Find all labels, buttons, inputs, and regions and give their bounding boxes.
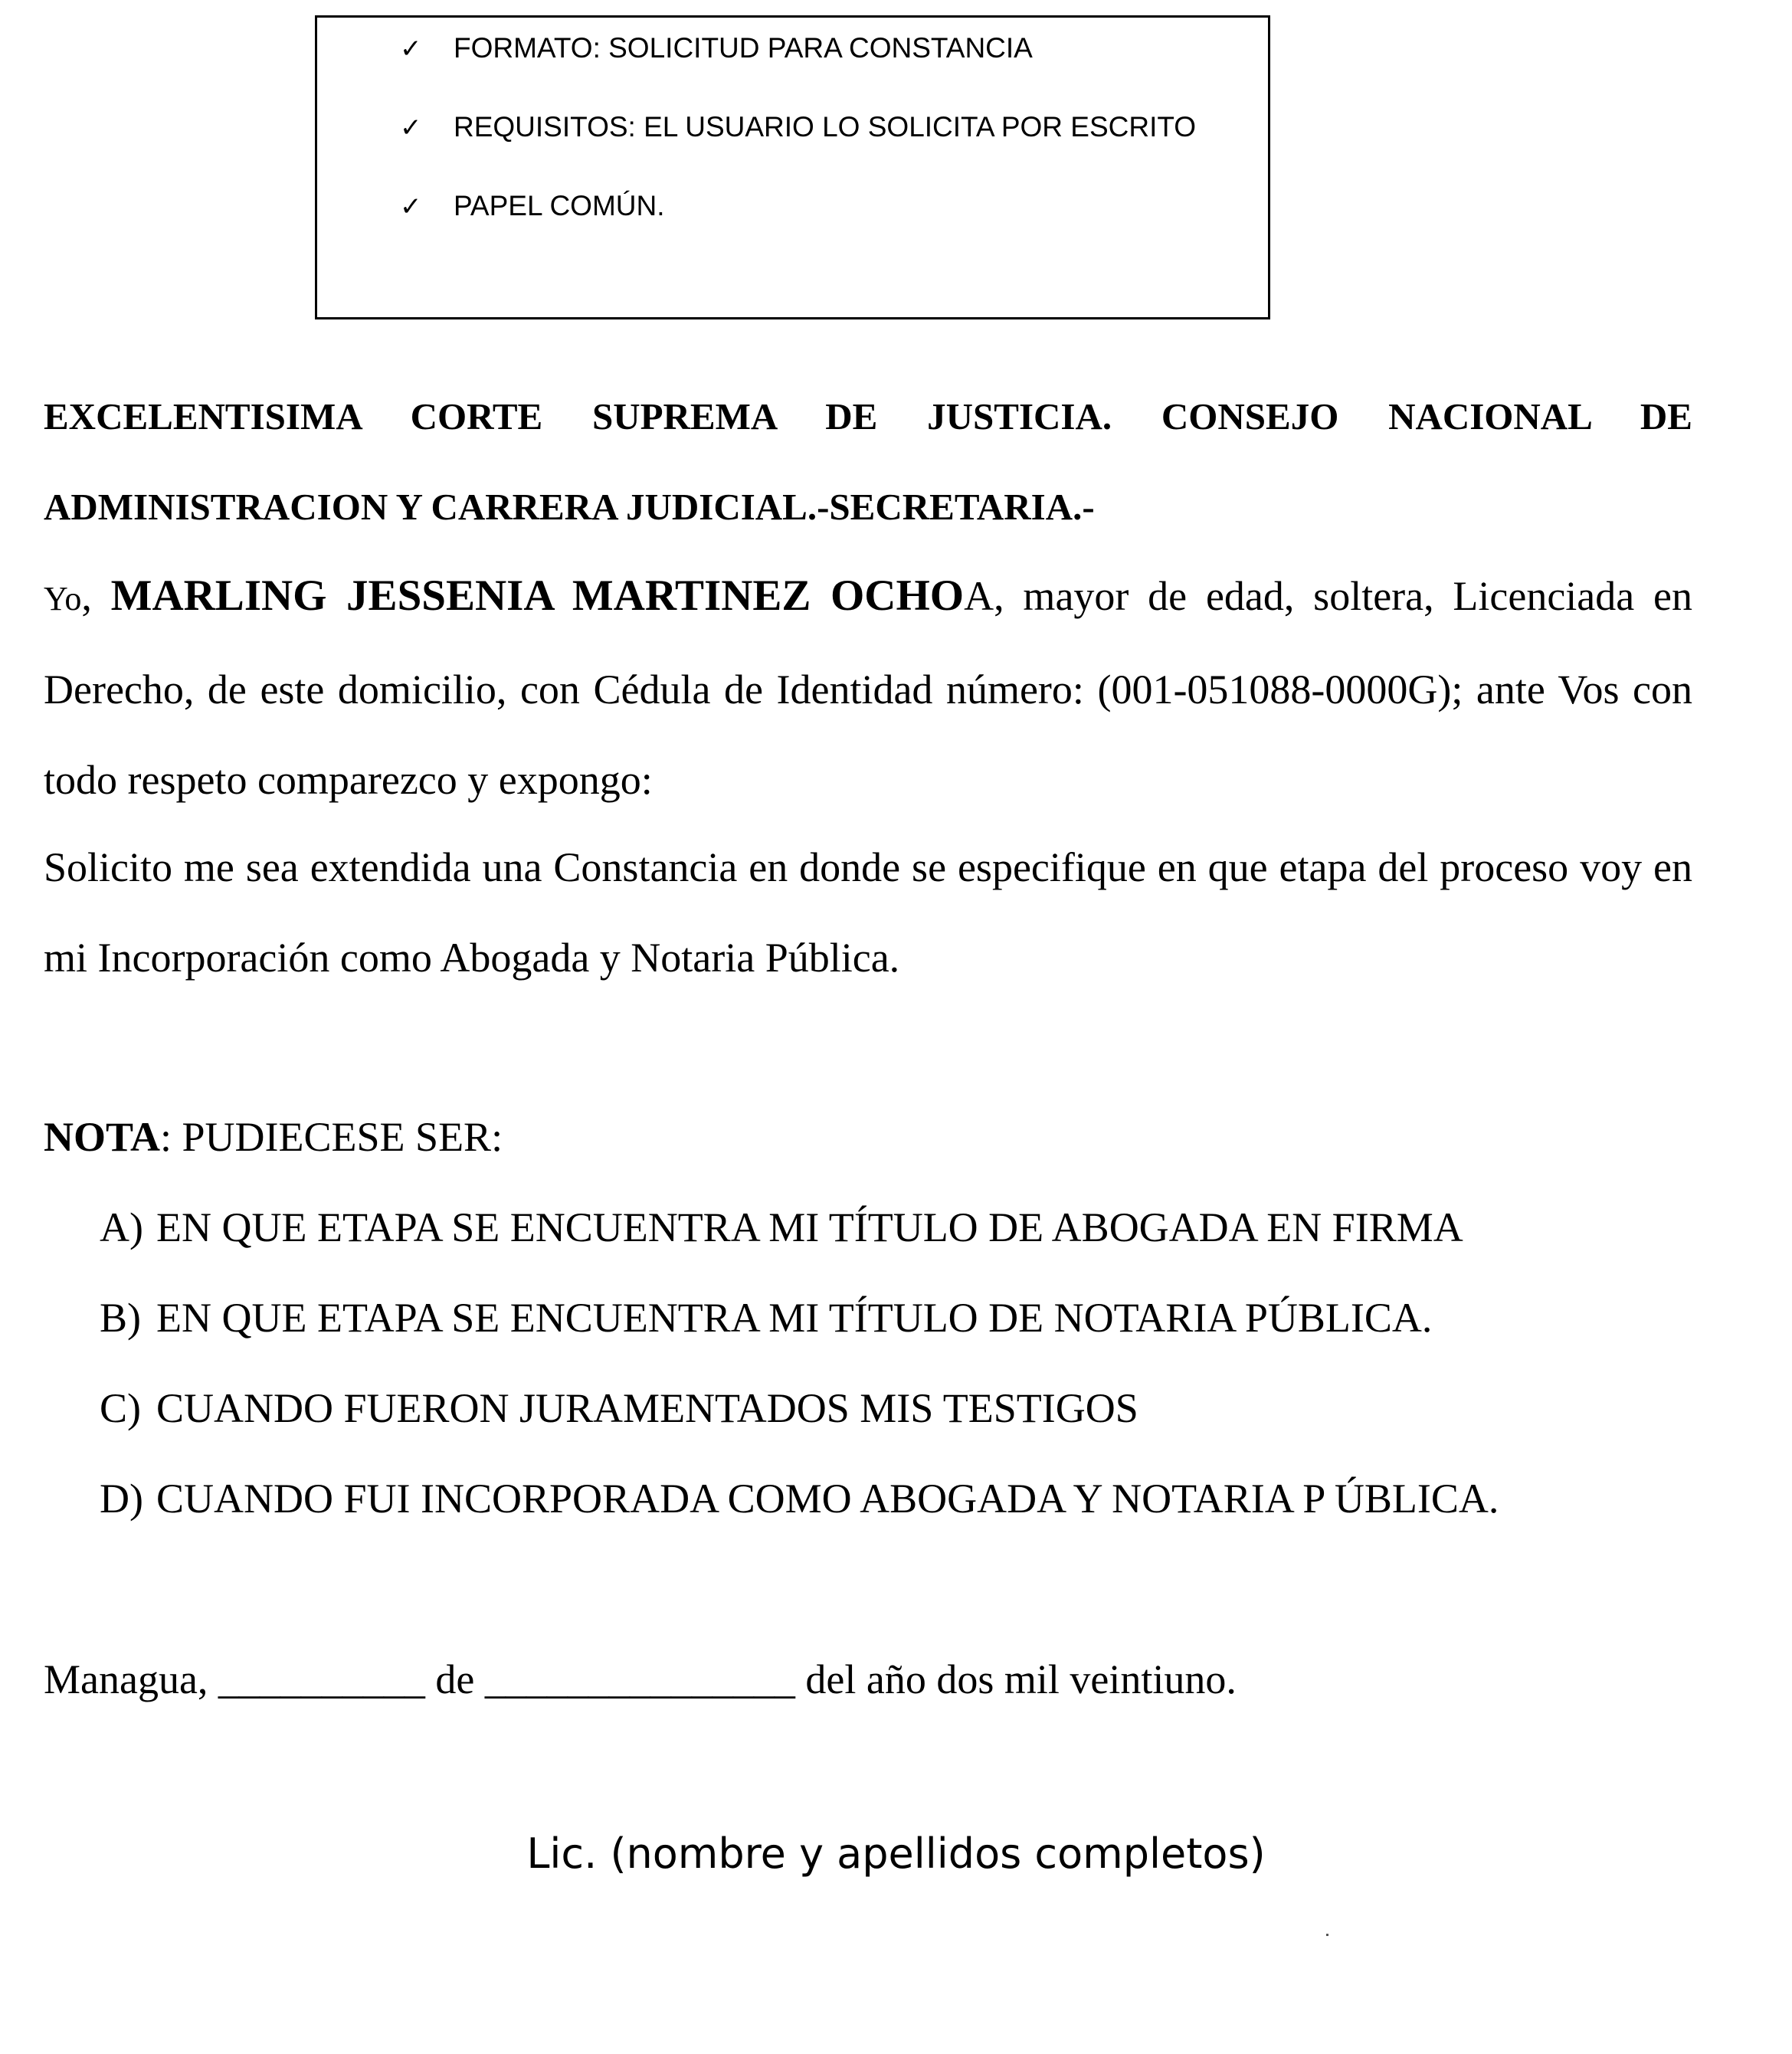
list-item-letter: A)	[100, 1204, 143, 1250]
intro-rest: , mayor de edad, soltera, Licenciada en Derecho, de este domicilio, con Cédula de Identidad número: (001-051088-0000G); ante Vos con todo respeto comparezco y expongo:	[44, 573, 1693, 803]
requirement-text: FORMATO: SOLICITUD PARA CONSTANCIA	[454, 32, 1033, 64]
checkmark-icon: ✓	[400, 113, 422, 143]
requirement-text: REQUISITOS: EL USUARIO LO SOLICITA POR ESCRITO	[454, 111, 1197, 143]
signature-line: Lic. (nombre y apellidos completos)	[526, 1830, 1266, 1878]
note-text: : PUDIECESE SER:	[160, 1114, 503, 1160]
date-line: Managua, __________ de _______________ del año dos mil veintiuno.	[44, 1656, 1237, 1702]
requirement-text: PAPEL COMÚN.	[454, 190, 665, 221]
document-heading: EXCELENTISIMA CORTE SUPREMA DE JUSTICIA. CONSEJO NACIONAL DE ADMINISTRACION Y CARRERA JUDICIAL.-SECRETARIA.-	[44, 395, 1692, 528]
list-item-text: CUANDO FUERON JURAMENTADOS MIS TESTIGOS	[156, 1385, 1138, 1431]
list-item-letter: B)	[100, 1295, 141, 1341]
request-paragraph: Solicito me sea extendida una Constancia en donde se especifique en que etapa del proceso voy en mi Incorporación como Abogada y Notaria Pública.	[44, 844, 1692, 981]
list-item	[100, 1182, 1463, 1273]
requirement-item-paper	[400, 189, 665, 224]
list-item-text: CUANDO FUI INCORPORADA COMO ABOGADA Y NOTARIA P ÚBLICA.	[156, 1476, 1499, 1522]
intro-comma: ,	[81, 573, 111, 619]
checkmark-icon: ✓	[400, 192, 422, 222]
list-item	[100, 1453, 1499, 1544]
applicant-name: MARLING JESSENIA MARTINEZ OCHO	[110, 572, 965, 620]
list-item-letter: C)	[100, 1385, 141, 1431]
requirements-box	[315, 15, 1270, 319]
requirement-item-format	[400, 31, 1033, 66]
intro-paragraph	[44, 551, 1692, 825]
intro-yo: Yo	[44, 580, 82, 618]
list-item	[100, 1273, 1432, 1363]
list-item-text: EN QUE ETAPA SE ENCUENTRA MI TÍTULO DE NOTARIA PÚBLICA.	[156, 1295, 1433, 1341]
stray-dot	[1326, 1934, 1328, 1936]
note-line	[44, 1092, 503, 1182]
checkmark-icon: ✓	[400, 34, 422, 64]
requirement-item-requisites	[400, 110, 1196, 145]
list-item-letter: D)	[100, 1476, 143, 1522]
note-label: NOTA	[44, 1114, 161, 1160]
list-item-text: EN QUE ETAPA SE ENCUENTRA MI TÍTULO DE ABOGADA EN FIRMA	[156, 1204, 1463, 1250]
applicant-name-tail: A	[964, 573, 994, 619]
list-item	[100, 1363, 1138, 1453]
